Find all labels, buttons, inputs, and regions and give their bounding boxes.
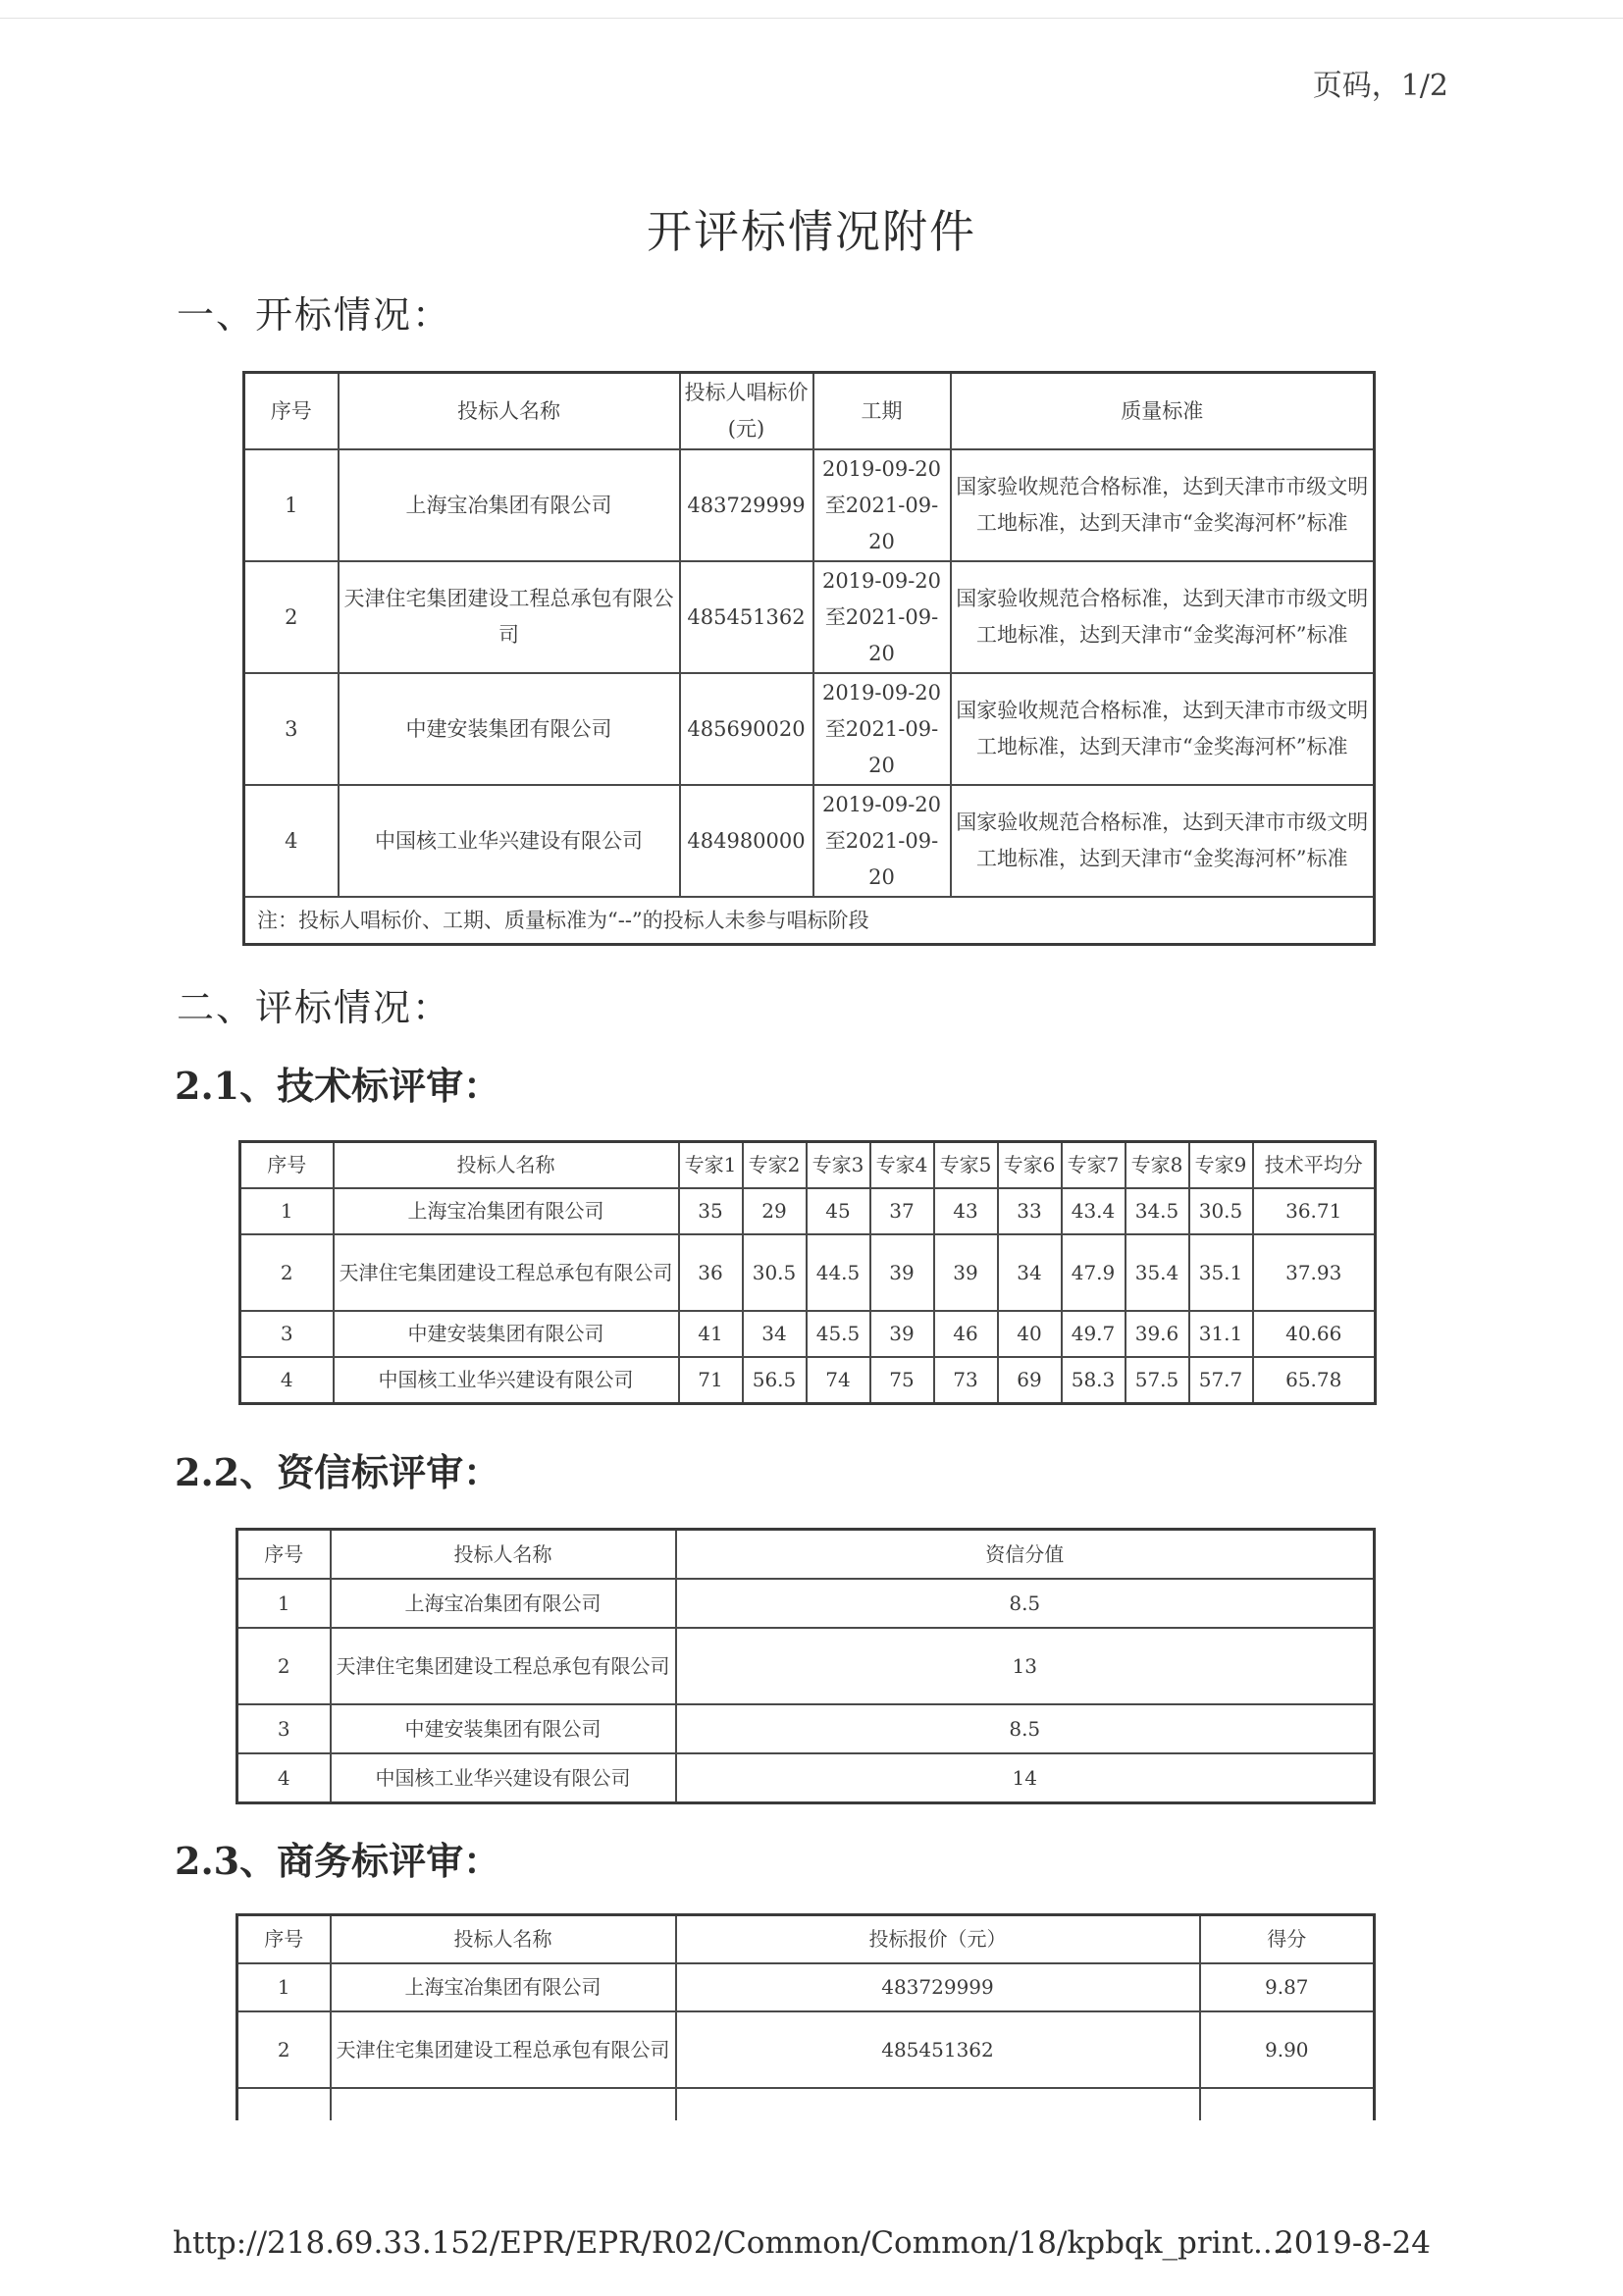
table-row (244, 561, 1375, 673)
section-heading-evaluation: 二、评标情况： (177, 986, 452, 1029)
cell-expert-score: 35.1 (1189, 1234, 1253, 1311)
table-row (240, 1188, 1376, 1234)
business-review-table (236, 1913, 1376, 2120)
table-header-row (240, 1142, 1376, 1189)
cell-no: 3 (244, 673, 339, 785)
column-header: 专家8 (1126, 1142, 1189, 1189)
column-header: 得分 (1200, 1915, 1375, 1964)
column-header: 投标人唱标价(元) (680, 373, 813, 450)
table-header-row (244, 373, 1375, 450)
cell-no: 3 (237, 1704, 331, 1753)
cell-expert-score: 69 (998, 1357, 1062, 1404)
cell-bidder-name: 中建安装集团有限公司 (331, 1704, 676, 1753)
footer-url: http://218.69.33.152/EPR/EPR/R02/Common/Common/18/kpbqk_print.... (173, 2225, 1292, 2261)
cell-expert-score: 57.5 (1126, 1357, 1189, 1404)
bid-opening-table (242, 371, 1376, 946)
section-heading-technical: 2.1、技术标评审： (175, 1064, 501, 1108)
column-header: 投标人名称 (331, 1915, 676, 1964)
section-heading-business: 2.3、商务标评审： (175, 1839, 501, 1883)
column-header: 投标人名称 (334, 1142, 679, 1189)
cell-quality: 国家验收规范合格标准，达到天津市市级文明工地标准，达到天津市“金奖海河杯”标准 (951, 561, 1375, 673)
table-row (237, 2011, 1375, 2088)
cell-credit-score: 13 (676, 1628, 1375, 1704)
column-header: 专家6 (998, 1142, 1062, 1189)
cell-no: 4 (240, 1357, 334, 1404)
cell-expert-score: 56.5 (743, 1357, 807, 1404)
column-header: 序号 (240, 1142, 334, 1189)
cell-expert-score: 37 (870, 1188, 934, 1234)
cell-expert-score: 35 (679, 1188, 743, 1234)
cell-no: 1 (244, 449, 339, 561)
cell-average: 65.78 (1253, 1357, 1376, 1404)
column-header: 专家2 (743, 1142, 807, 1189)
cell-no: 1 (237, 1579, 331, 1628)
cell-expert-score: 39 (870, 1234, 934, 1311)
column-header: 专家5 (934, 1142, 998, 1189)
cell-price: 485451362 (680, 561, 813, 673)
cell-bidder-name: 中建安装集团有限公司 (339, 673, 680, 785)
cell-expert-score: 45 (807, 1188, 870, 1234)
cell-expert-score: 34 (998, 1234, 1062, 1311)
cell-expert-score: 30.5 (743, 1234, 807, 1311)
cell-price: 485451362 (676, 2011, 1200, 2088)
cell-no: 2 (237, 2011, 331, 2088)
column-header: 专家7 (1062, 1142, 1126, 1189)
table-row (237, 1753, 1375, 1803)
cell-quality: 国家验收规范合格标准，达到天津市市级文明工地标准，达到天津市“金奖海河杯”标准 (951, 785, 1375, 897)
cell-bidder-name: 天津住宅集团建设工程总承包有限公司 (331, 1628, 676, 1704)
column-header: 专家1 (679, 1142, 743, 1189)
cell-expert-score: 35.4 (1126, 1234, 1189, 1311)
cell-empty (1200, 2088, 1375, 2120)
cell-expert-score: 57.7 (1189, 1357, 1253, 1404)
column-header: 工期 (813, 373, 951, 450)
table-row (244, 673, 1375, 785)
cell-no: 2 (240, 1234, 334, 1311)
table-note: 注：投标人唱标价、工期、质量标准为“--”的投标人未参与唱标阶段 (244, 897, 1375, 945)
cell-quality: 国家验收规范合格标准，达到天津市市级文明工地标准，达到天津市“金奖海河杯”标准 (951, 449, 1375, 561)
cell-period: 2019-09-20至2021-09-20 (813, 449, 951, 561)
column-header: 专家3 (807, 1142, 870, 1189)
table-header-row (237, 1915, 1375, 1964)
cell-quality: 国家验收规范合格标准，达到天津市市级文明工地标准，达到天津市“金奖海河杯”标准 (951, 673, 1375, 785)
cell-expert-score: 74 (807, 1357, 870, 1404)
cell-no: 2 (237, 1628, 331, 1704)
cell-price: 483729999 (676, 1963, 1200, 2011)
cell-expert-score: 58.3 (1062, 1357, 1126, 1404)
table-row (240, 1311, 1376, 1357)
cell-period: 2019-09-20至2021-09-20 (813, 561, 951, 673)
column-header: 投标人名称 (339, 373, 680, 450)
cell-expert-score: 34.5 (1126, 1188, 1189, 1234)
cell-bidder-name: 天津住宅集团建设工程总承包有限公司 (331, 2011, 676, 2088)
cell-average: 40.66 (1253, 1311, 1376, 1357)
table-header-row (237, 1530, 1375, 1580)
column-header: 质量标准 (951, 373, 1375, 450)
column-header: 资信分值 (676, 1530, 1375, 1580)
cell-period: 2019-09-20至2021-09-20 (813, 673, 951, 785)
cell-expert-score: 31.1 (1189, 1311, 1253, 1357)
page-title: 开评标情况附件 (647, 205, 976, 258)
technical-review-table (238, 1140, 1377, 1405)
cell-no: 1 (240, 1188, 334, 1234)
cell-no: 4 (237, 1753, 331, 1803)
column-header: 专家9 (1189, 1142, 1253, 1189)
cell-expert-score: 41 (679, 1311, 743, 1357)
table-row (244, 449, 1375, 561)
cell-empty (676, 2088, 1200, 2120)
cell-period: 2019-09-20至2021-09-20 (813, 785, 951, 897)
cell-expert-score: 49.7 (1062, 1311, 1126, 1357)
cell-credit-score: 14 (676, 1753, 1375, 1803)
cell-expert-score: 44.5 (807, 1234, 870, 1311)
cell-score: 9.90 (1200, 2011, 1375, 2088)
cell-no: 1 (237, 1963, 331, 2011)
cell-average: 36.71 (1253, 1188, 1376, 1234)
section-heading-credit: 2.2、资信标评审： (175, 1450, 501, 1494)
cell-expert-score: 39.6 (1126, 1311, 1189, 1357)
table-row (237, 1628, 1375, 1704)
cell-expert-score: 75 (870, 1357, 934, 1404)
cell-expert-score: 73 (934, 1357, 998, 1404)
column-header: 专家4 (870, 1142, 934, 1189)
table-note-row (244, 897, 1375, 945)
cell-expert-score: 40 (998, 1311, 1062, 1357)
column-header: 技术平均分 (1253, 1142, 1376, 1189)
cell-expert-score: 46 (934, 1311, 998, 1357)
cell-price: 485690020 (680, 673, 813, 785)
cell-no: 3 (240, 1311, 334, 1357)
cell-bidder-name: 上海宝冶集团有限公司 (339, 449, 680, 561)
cell-expert-score: 43 (934, 1188, 998, 1234)
cell-expert-score: 33 (998, 1188, 1062, 1234)
table-row (237, 1579, 1375, 1628)
cell-bidder-name: 天津住宅集团建设工程总承包有限公司 (334, 1234, 679, 1311)
cell-bidder-name: 中国核工业华兴建设有限公司 (339, 785, 680, 897)
cell-bidder-name: 中国核工业华兴建设有限公司 (334, 1357, 679, 1404)
credit-review-table (236, 1528, 1376, 1804)
top-rule (0, 18, 1623, 19)
page-number: 页码，1/2 (1312, 69, 1448, 103)
table-row (237, 1963, 1375, 2011)
table-row (237, 1704, 1375, 1753)
cell-no: 4 (244, 785, 339, 897)
table-row-continued (237, 2088, 1375, 2120)
cell-average: 37.93 (1253, 1234, 1376, 1311)
table-row (244, 785, 1375, 897)
cell-bidder-name: 上海宝冶集团有限公司 (331, 1579, 676, 1628)
cell-expert-score: 39 (934, 1234, 998, 1311)
cell-expert-score: 36 (679, 1234, 743, 1311)
column-header: 投标报价（元） (676, 1915, 1200, 1964)
table-row (240, 1357, 1376, 1404)
cell-bidder-name: 天津住宅集团建设工程总承包有限公司 (339, 561, 680, 673)
section-heading-bid-opening: 一、开标情况： (177, 293, 452, 337)
cell-bidder-name: 上海宝冶集团有限公司 (334, 1188, 679, 1234)
cell-expert-score: 45.5 (807, 1311, 870, 1357)
cell-credit-score: 8.5 (676, 1579, 1375, 1628)
cell-bidder-name: 上海宝冶集团有限公司 (331, 1963, 676, 2011)
column-header: 序号 (244, 373, 339, 450)
column-header: 序号 (237, 1530, 331, 1580)
cell-price: 484980000 (680, 785, 813, 897)
cell-expert-score: 43.4 (1062, 1188, 1126, 1234)
cell-price: 483729999 (680, 449, 813, 561)
cell-expert-score: 30.5 (1189, 1188, 1253, 1234)
cell-empty (237, 2088, 331, 2120)
cell-expert-score: 47.9 (1062, 1234, 1126, 1311)
cell-bidder-name: 中建安装集团有限公司 (334, 1311, 679, 1357)
cell-bidder-name: 中国核工业华兴建设有限公司 (331, 1753, 676, 1803)
column-header: 序号 (237, 1915, 331, 1964)
column-header: 投标人名称 (331, 1530, 676, 1580)
cell-expert-score: 39 (870, 1311, 934, 1357)
cell-credit-score: 8.5 (676, 1704, 1375, 1753)
cell-score: 9.87 (1200, 1963, 1375, 2011)
cell-empty (331, 2088, 676, 2120)
table-row (240, 1234, 1376, 1311)
cell-expert-score: 34 (743, 1311, 807, 1357)
footer-date: 2019-8-24 (1274, 2225, 1431, 2261)
cell-expert-score: 29 (743, 1188, 807, 1234)
cell-no: 2 (244, 561, 339, 673)
cell-expert-score: 71 (679, 1357, 743, 1404)
